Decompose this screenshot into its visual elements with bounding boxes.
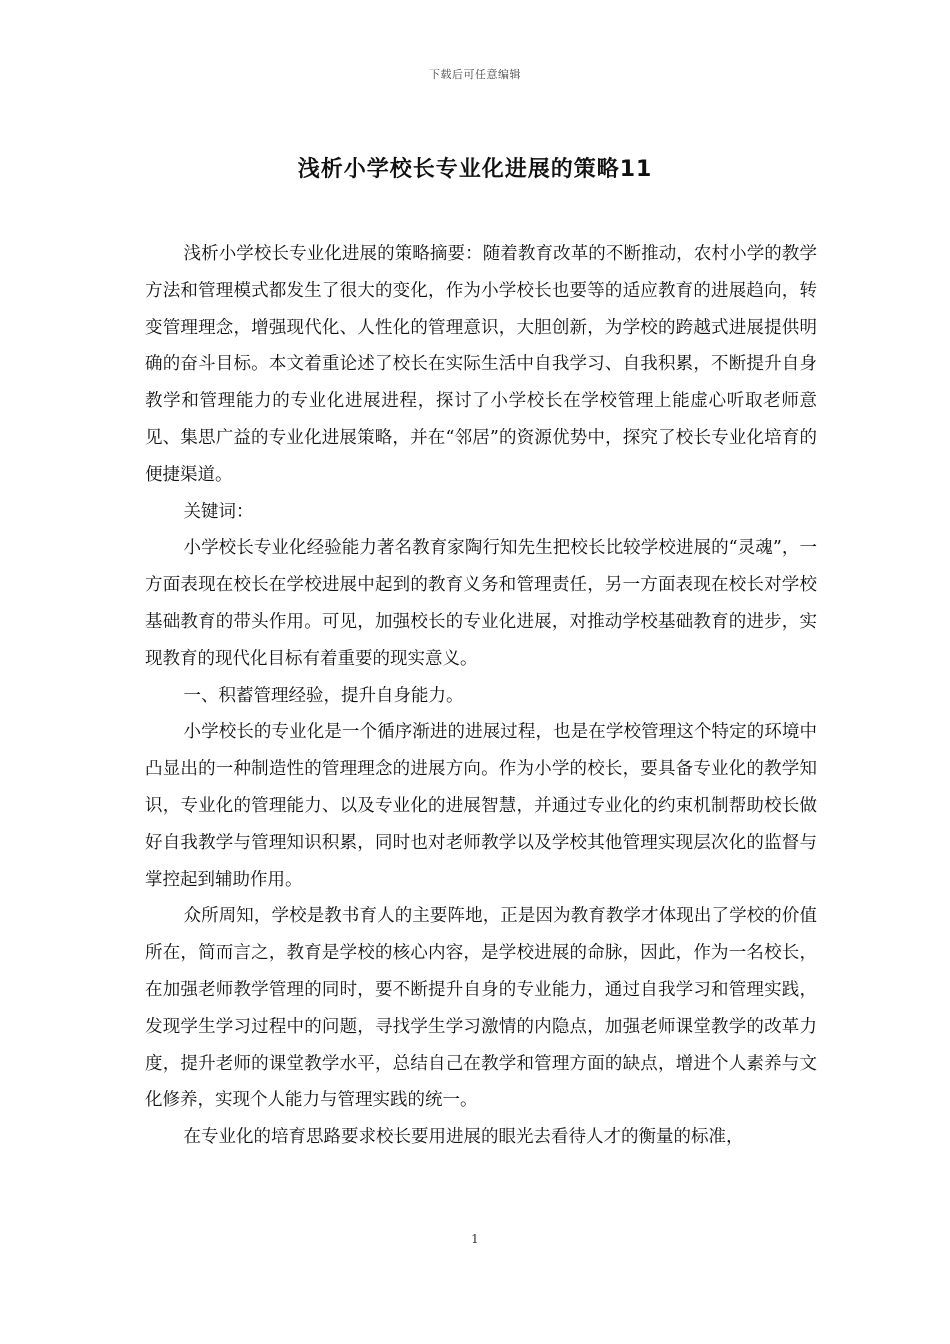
keywords-label: 关键词： — [183, 501, 254, 522]
body-paragraph: 众所周知，学校是教书育人的主要阵地，正是因为教育教学才体现出了学校的价值所在，简而言之，教育是学校的核心内容，是学校进展的命脉，因此，作为一名校长，在加强老师教学管理的同时，要不断提升自身的专业能力，通过自我学习和管理实践，发现学生学习过程中的问题，寻找学生学习激情的内隐点，加强老师课堂教学的改革力度，提升老师的课堂教学水平，总结自己在教学和管理方面的缺点，增进个人素养与文化修养，实现个人能力与管理实践的统一。 — [145, 906, 817, 1111]
intro-paragraph: 小学校长专业化经验能力著名教育家陶行知先生把校长比较学校进展的“灵魂”，一方面表现在校长在学校进展中起到的教育义务和管理责任，另一方面表现在校长对学校基础教育的带头作用。可见，加强校长的专业化进展，对推动学校基础教育的进步，实现教育的现代化目标有着重要的现实意义。 — [145, 538, 817, 669]
section-heading-1: 一、积蓄管理经验，提升自身能力。 — [183, 685, 464, 706]
document-title: 浅析小学校长专业化进展的策略11 — [297, 157, 653, 182]
body-paragraph: 小学校长的专业化是一个循序渐进的进展过程，也是在学校管理这个特定的环境中凸显出的一种制造性的管理理念的进展方向。作为小学的校长，要具备专业化的教学知识，专业化的管理能力、以及专业化的进展智慧，并通过专业化的约束机制帮助校长做好自我教学与管理知识积累，同时也对老师教学以及学校其他管理实现层次化的监督与掌控起到辅助作用。 — [145, 722, 817, 890]
document-body — [145, 236, 817, 1156]
body-paragraph: 在专业化的培育思路要求校长要用进展的眼光去看待人才的衡量的标准， — [183, 1127, 744, 1148]
page-number: 1 — [471, 1232, 479, 1246]
header-note: 下载后可任意编辑 — [429, 68, 521, 81]
abstract-paragraph: 浅析小学校长专业化进展的策略摘要：随着教育改革的不断推动，农村小学的教学方法和管理模式都发生了很大的变化，作为小学校长也要等的适应教育的进展趋向，转变管理理念，增强现代化、人性化的管理意识，大胆创新，为学校的跨越式进展提供明确的奋斗目标。本文着重论述了校长在实际生活中自我学习、自我积累，不断提升自身教学和管理能力的专业化进展进程，探讨了小学校长在学校管理上能虚心听取老师意见、集思广益的专业化进展策略，并在“邻居”的资源优势中，探究了校长专业化培育的便捷渠道。 — [145, 244, 817, 485]
